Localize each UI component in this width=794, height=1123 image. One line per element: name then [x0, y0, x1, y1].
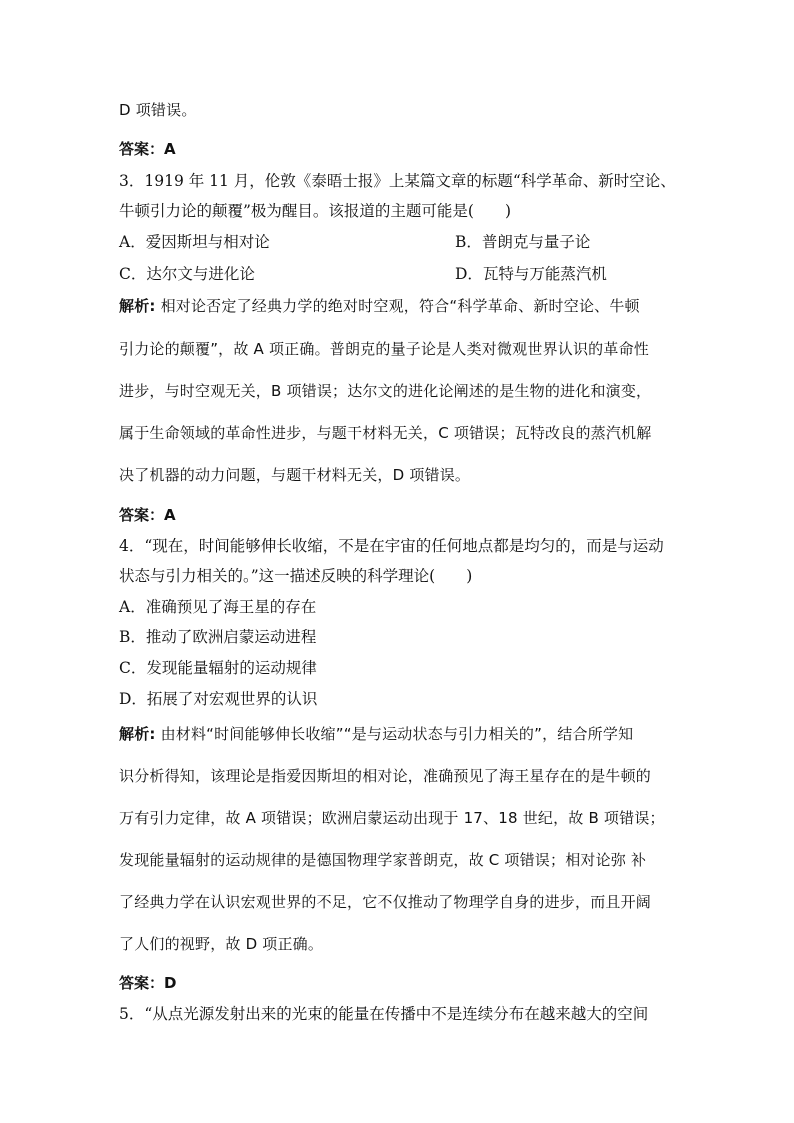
question-4-stem: 4．“现在，时间能够伸长收缩，不是在宇宙的任何地点都是均匀的，而是与运动: [119, 537, 664, 555]
explanation-label: 解析:: [119, 297, 156, 315]
explanation-line: [119, 724, 633, 744]
option-b: B．普朗克与量子论: [455, 233, 591, 251]
option-a: A．爱因斯坦与相对论: [119, 233, 270, 251]
answer-line: 答案：A: [119, 140, 176, 158]
explanation-line: D 项错误。: [119, 101, 197, 119]
explanation-line: 了人们的视野，故 D 项正确。: [119, 935, 324, 953]
explanation-line: 属于生命领域的革命性进步，与题干材料无关，C 项错误；瓦特改良的蒸汽机解: [119, 424, 652, 442]
option-c: C．达尔文与进化论: [119, 265, 255, 283]
explanation-line: 发现能量辐射的运动规律的是德国物理学家普朗克，故 C 项错误；相对论弥 补: [119, 851, 647, 869]
question-3-stem: 3．1919 年 11 月，伦敦《泰晤士报》上某篇文章的标题“科学革命、新时空论、: [119, 172, 676, 190]
option-b: B．推动了欧洲启蒙运动进程: [119, 628, 317, 646]
option-a: A．准确预见了海王星的存在: [119, 598, 317, 616]
option-d: D．瓦特与万能蒸汽机: [455, 265, 607, 283]
explanation-label: 解析:: [119, 725, 156, 743]
question-5-stem: 5．“从点光源发射出来的光束的能量在传播中不是连续分布在越来越大的空间: [119, 1005, 649, 1023]
question-3-stem: 牛顿引力论的颠覆”极为醒目。该报道的主题可能是( ): [119, 202, 512, 220]
explanation-line: [119, 296, 640, 316]
explanation-line: 引力论的颠覆”，故 A 项正确。普朗克的量子论是人类对微观世界认识的革命性: [119, 340, 649, 358]
answer-line: 答案：A: [119, 506, 176, 524]
option-c: C．发现能量辐射的运动规律: [119, 659, 317, 677]
question-4-stem: 状态与引力相关的。”这一描述反映的科学理论( ): [119, 567, 473, 585]
explanation-text: 相对论否定了经典力学的绝对时空观，符合“科学革命、新时空论、牛顿: [155, 297, 640, 315]
explanation-line: 万有引力定律，故 A 项错误；欧洲启蒙运动出现于 17、18 世纪，故 B 项错误；: [119, 809, 665, 827]
explanation-line: 了经典力学在认识宏观世界的不足，它不仅推动了物理学自身的进步，而且开阔: [119, 893, 652, 911]
option-d: D．拓展了对宏观世界的认识: [119, 690, 318, 708]
explanation-line: 进步，与时空观无关，B 项错误；达尔文的进化论阐述的是生物的进化和演变，: [119, 382, 652, 400]
explanation-text: 由材料“时间能够伸长收缩”“是与运动状态与引力相关的”，结合所学知: [155, 725, 634, 743]
explanation-line: 识分析得知，该理论是指爱因斯坦的相对论，准确预见了海王星存在的是牛顿的: [119, 767, 652, 785]
answer-line: 答案：D: [119, 974, 177, 992]
explanation-line: 决了机器的动力问题，与题干材料无关，D 项错误。: [119, 466, 471, 484]
